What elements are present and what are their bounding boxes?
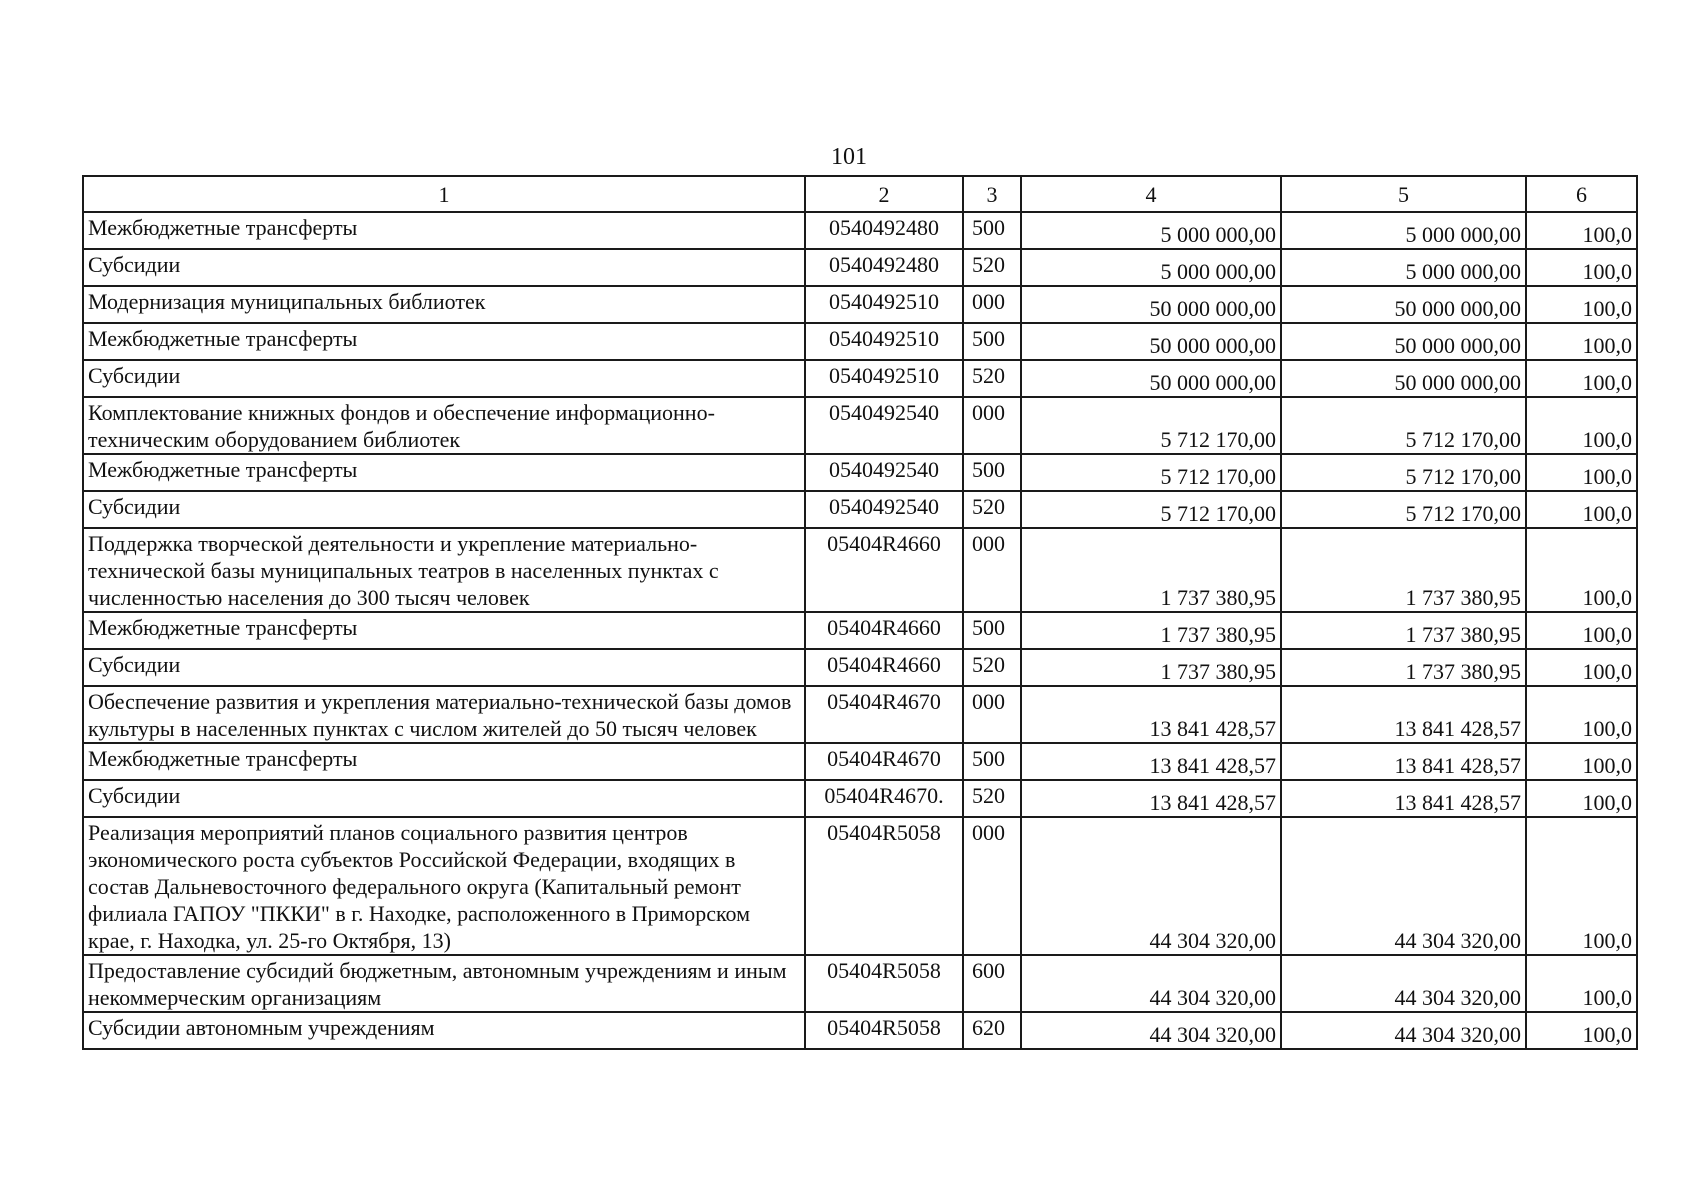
table-row (83, 491, 1637, 528)
row-value-6: 100,0 (1526, 780, 1637, 817)
row-type: 000 (963, 286, 1021, 323)
row-type: 520 (963, 360, 1021, 397)
row-value-4: 1 737 380,95 (1021, 612, 1281, 649)
row-code: 05404R4660 (805, 649, 963, 686)
row-value-4: 5 712 170,00 (1021, 491, 1281, 528)
row-value-4: 13 841 428,57 (1021, 686, 1281, 743)
row-code: 05404R5058 (805, 1012, 963, 1049)
row-code: 05404R5058 (805, 817, 963, 955)
row-value-4: 50 000 000,00 (1021, 360, 1281, 397)
column-header-3: 3 (963, 176, 1021, 212)
column-header-5: 5 (1281, 176, 1526, 212)
row-value-5: 44 304 320,00 (1281, 1012, 1526, 1049)
table-row (83, 780, 1637, 817)
row-code: 0540492540 (805, 397, 963, 454)
table-row (83, 1012, 1637, 1049)
row-value-5: 5 712 170,00 (1281, 397, 1526, 454)
table-row (83, 955, 1637, 1012)
row-value-6: 100,0 (1526, 454, 1637, 491)
row-code: 0540492510 (805, 286, 963, 323)
budget-table (82, 175, 1638, 1050)
row-value-4: 44 304 320,00 (1021, 1012, 1281, 1049)
row-type: 500 (963, 454, 1021, 491)
row-type: 620 (963, 1012, 1021, 1049)
table-row (83, 397, 1637, 454)
row-value-5: 1 737 380,95 (1281, 612, 1526, 649)
row-value-5: 5 712 170,00 (1281, 491, 1526, 528)
row-type: 520 (963, 649, 1021, 686)
table-row (83, 212, 1637, 249)
row-value-5: 1 737 380,95 (1281, 649, 1526, 686)
row-code: 05404R4670 (805, 686, 963, 743)
row-value-4: 13 841 428,57 (1021, 743, 1281, 780)
row-value-6: 100,0 (1526, 286, 1637, 323)
row-value-6: 100,0 (1526, 1012, 1637, 1049)
table-header-row (83, 176, 1637, 212)
row-value-5: 5 712 170,00 (1281, 454, 1526, 491)
row-value-4: 5 000 000,00 (1021, 249, 1281, 286)
row-value-4: 44 304 320,00 (1021, 955, 1281, 1012)
row-value-5: 50 000 000,00 (1281, 286, 1526, 323)
row-value-5: 44 304 320,00 (1281, 817, 1526, 955)
row-name: Межбюджетные трансферты (83, 323, 805, 360)
row-name: Поддержка творческой деятельности и укрепление материально-технической базы муниципальных театров в населенных пунктах с численностью населения до 300 тысяч человек (83, 528, 805, 612)
row-value-4: 5 712 170,00 (1021, 397, 1281, 454)
row-value-6: 100,0 (1526, 528, 1637, 612)
row-value-4: 13 841 428,57 (1021, 780, 1281, 817)
row-type: 500 (963, 612, 1021, 649)
row-type: 500 (963, 743, 1021, 780)
row-name: Предоставление субсидий бюджетным, автономным учреждениям и иным некоммерческим организациям (83, 955, 805, 1012)
row-value-6: 100,0 (1526, 360, 1637, 397)
row-name: Субсидии (83, 649, 805, 686)
table-row (83, 360, 1637, 397)
row-code: 0540492510 (805, 323, 963, 360)
row-name: Субсидии (83, 491, 805, 528)
table-row (83, 454, 1637, 491)
row-code: 05404R4670 (805, 743, 963, 780)
table-row (83, 249, 1637, 286)
row-value-5: 44 304 320,00 (1281, 955, 1526, 1012)
row-name: Межбюджетные трансферты (83, 612, 805, 649)
row-value-5: 1 737 380,95 (1281, 528, 1526, 612)
row-name: Обеспечение развития и укрепления материально-технической базы домов культуры в населенных пунктах с числом жителей до 50 тысяч человек (83, 686, 805, 743)
column-header-2: 2 (805, 176, 963, 212)
row-code: 0540492540 (805, 491, 963, 528)
table-row (83, 743, 1637, 780)
row-value-5: 5 000 000,00 (1281, 249, 1526, 286)
row-value-6: 100,0 (1526, 491, 1637, 528)
row-code: 0540492510 (805, 360, 963, 397)
row-name: Межбюджетные трансферты (83, 743, 805, 780)
row-name: Комплектование книжных фондов и обеспечение информационно-техническим оборудованием библиотек (83, 397, 805, 454)
row-name: Субсидии (83, 780, 805, 817)
row-value-6: 100,0 (1526, 323, 1637, 360)
row-type: 500 (963, 212, 1021, 249)
row-value-6: 100,0 (1526, 612, 1637, 649)
row-value-5: 50 000 000,00 (1281, 323, 1526, 360)
table-row (83, 649, 1637, 686)
row-value-6: 100,0 (1526, 212, 1637, 249)
row-code: 0540492540 (805, 454, 963, 491)
row-value-6: 100,0 (1526, 743, 1637, 780)
column-header-1: 1 (83, 176, 805, 212)
row-name: Субсидии автономным учреждениям (83, 1012, 805, 1049)
row-type: 520 (963, 780, 1021, 817)
row-type: 000 (963, 528, 1021, 612)
row-value-4: 44 304 320,00 (1021, 817, 1281, 955)
row-value-6: 100,0 (1526, 817, 1637, 955)
row-name: Субсидии (83, 249, 805, 286)
row-name: Реализация мероприятий планов социального развития центров экономического роста субъектов Российской Федерации, входящих в состав Дальневосточного федерального округа (Капитальный ремонт филиала ГАПОУ "ПККИ" в г. Находке, расположенного в Приморском крае, г. Находка, ул. 25-го Октября, 13) (83, 817, 805, 955)
table-row (83, 817, 1637, 955)
column-header-6: 6 (1526, 176, 1637, 212)
table-row (83, 323, 1637, 360)
row-value-4: 5 712 170,00 (1021, 454, 1281, 491)
row-value-5: 13 841 428,57 (1281, 686, 1526, 743)
row-value-4: 50 000 000,00 (1021, 286, 1281, 323)
row-type: 600 (963, 955, 1021, 1012)
row-value-4: 50 000 000,00 (1021, 323, 1281, 360)
row-type: 500 (963, 323, 1021, 360)
row-value-6: 100,0 (1526, 397, 1637, 454)
row-code: 05404R4660 (805, 612, 963, 649)
row-code: 0540492480 (805, 212, 963, 249)
row-type: 000 (963, 397, 1021, 454)
row-value-6: 100,0 (1526, 649, 1637, 686)
row-code: 0540492480 (805, 249, 963, 286)
row-code: 05404R4660 (805, 528, 963, 612)
row-value-6: 100,0 (1526, 686, 1637, 743)
row-value-6: 100,0 (1526, 955, 1637, 1012)
table-row (83, 286, 1637, 323)
page-number: 101 (831, 144, 867, 170)
row-value-4: 1 737 380,95 (1021, 649, 1281, 686)
row-name: Модернизация муниципальных библиотек (83, 286, 805, 323)
row-value-4: 1 737 380,95 (1021, 528, 1281, 612)
row-type: 000 (963, 686, 1021, 743)
row-name: Межбюджетные трансферты (83, 212, 805, 249)
row-value-5: 13 841 428,57 (1281, 780, 1526, 817)
row-value-5: 5 000 000,00 (1281, 212, 1526, 249)
row-type: 520 (963, 249, 1021, 286)
row-name: Межбюджетные трансферты (83, 454, 805, 491)
row-value-4: 5 000 000,00 (1021, 212, 1281, 249)
row-value-5: 50 000 000,00 (1281, 360, 1526, 397)
row-code: 05404R4670. (805, 780, 963, 817)
row-value-5: 13 841 428,57 (1281, 743, 1526, 780)
row-value-6: 100,0 (1526, 249, 1637, 286)
table-row (83, 528, 1637, 612)
row-type: 000 (963, 817, 1021, 955)
row-name: Субсидии (83, 360, 805, 397)
column-header-4: 4 (1021, 176, 1281, 212)
table-row (83, 686, 1637, 743)
row-code: 05404R5058 (805, 955, 963, 1012)
row-type: 520 (963, 491, 1021, 528)
table-row (83, 612, 1637, 649)
